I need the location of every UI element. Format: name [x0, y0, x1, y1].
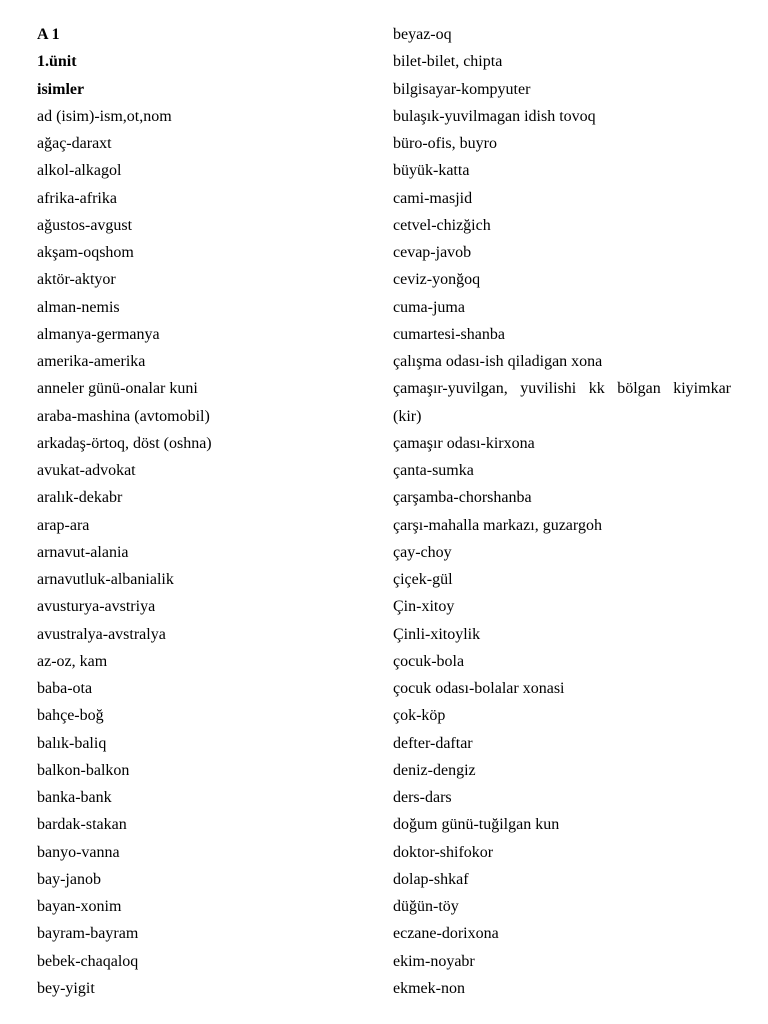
vocab-entry: cami-masjid: [393, 189, 473, 207]
vocab-entry: aktör-aktyor: [37, 271, 116, 289]
vocab-entry: bilgisayar-kompyuter: [393, 80, 531, 98]
vocab-entry: defter-daftar: [393, 734, 473, 752]
vocab-entry: arnavut-alania: [37, 543, 129, 561]
vocab-entry: çalışma odası-ish qiladigan xona: [393, 353, 603, 370]
vocab-entry: avukat-advokat: [37, 462, 136, 479]
vocab-entry: Çinli-xitoylik: [393, 625, 481, 643]
vocab-entry: balkon-balkon: [37, 761, 130, 779]
vocab-entry: büyük-katta: [393, 162, 470, 180]
vocab-entry: ceviz-yonğoq: [393, 271, 481, 289]
vocab-entry: çamaşır-yuvilgan, yuvilishi kk bölgan kiyimkar: [393, 380, 731, 398]
vocab-entry: cumartesi-shanba: [393, 325, 505, 343]
vocab-entry: bay-janob: [37, 870, 101, 888]
right-column: [393, 21, 731, 1002]
vocab-entry: bey-yigit: [37, 979, 95, 997]
vocab-entry: çay-choy: [393, 543, 452, 561]
vocab-entry: çocuk-bola: [393, 652, 465, 670]
unit-heading: 1.ünit: [37, 53, 77, 71]
vocab-entry: deniz-dengiz: [393, 761, 476, 779]
vocab-entry-continuation: (kir): [393, 407, 422, 425]
vocab-entry: doğum günü-tuğilgan kun: [393, 816, 560, 834]
vocab-entry: Çin-xitoy: [393, 598, 455, 616]
vocab-entry: alman-nemis: [37, 298, 120, 316]
vocab-entry: çarşamba-chorshanba: [393, 489, 532, 507]
vocab-entry: doktor-shifokor: [393, 843, 494, 861]
vocab-entry: avustralya-avstralya: [37, 625, 166, 643]
vocab-entry: bayan-xonim: [37, 898, 122, 915]
vocab-entry: akşam-oqshom: [37, 244, 134, 261]
vocab-entry: amerika-amerika: [37, 353, 146, 370]
vocab-entry: arkadaş-örtoq, döst (oshna): [37, 434, 212, 452]
vocab-entry: bebek-chaqaloq: [37, 952, 139, 970]
vocab-entry: eczane-dorixona: [393, 925, 499, 943]
level-heading: A 1: [37, 26, 60, 43]
left-column: [37, 21, 357, 1002]
vocab-entry: anneler günü-onalar kuni: [37, 380, 198, 398]
vocab-entry: afrika-afrika: [37, 189, 117, 207]
vocab-entry: cevap-javob: [393, 244, 472, 261]
vocab-entry: arap-ara: [37, 516, 90, 534]
vocab-entry: cetvel-chizğich: [393, 216, 491, 234]
vocab-entry: bahçe-boğ: [37, 707, 104, 725]
vocab-entry: banyo-vanna: [37, 843, 120, 861]
vocab-entry: beyaz-oq: [393, 26, 452, 43]
vocab-entry: baba-ota: [37, 680, 93, 697]
vocab-entry: ders-dars: [393, 789, 452, 806]
vocab-entry: çiçek-gül: [393, 571, 453, 588]
vocab-entry: bilet-bilet, chipta: [393, 53, 503, 71]
vocab-entry: ağaç-daraxt: [37, 135, 112, 152]
vocab-entry: cuma-juma: [393, 298, 465, 316]
section-heading: isimler: [37, 80, 85, 98]
vocab-entry: ekmek-non: [393, 979, 465, 997]
vocab-entry: avusturya-avstriya: [37, 598, 156, 616]
vocab-entry: düğün-töy: [393, 898, 459, 915]
vocab-entry: çanta-sumka: [393, 462, 474, 479]
vocab-entry: bulaşık-yuvilmagan idish tovoq: [393, 107, 596, 125]
vocab-entry: bardak-stakan: [37, 816, 127, 834]
vocab-entry: banka-bank: [37, 789, 112, 806]
vocab-entry: alkol-alkagol: [37, 162, 122, 180]
vocab-entry: ekim-noyabr: [393, 952, 475, 970]
vocab-entry: çamaşır odası-kirxona: [393, 434, 535, 452]
vocab-entry: arnavutluk-albanialik: [37, 571, 174, 588]
vocab-entry: az-oz, kam: [37, 652, 108, 670]
vocab-entry: bayram-bayram: [37, 925, 139, 943]
vocab-entry: araba-mashina (avtomobil): [37, 407, 210, 425]
vocab-entry: aralık-dekabr: [37, 489, 123, 507]
vocab-entry: dolap-shkaf: [393, 870, 469, 888]
vocab-entry: çok-köp: [393, 707, 446, 725]
vocab-entry: almanya-germanya: [37, 325, 160, 343]
vocab-entry: çocuk odası-bolalar xonasi: [393, 680, 565, 697]
vocab-entry: balık-baliq: [37, 734, 107, 752]
vocab-entry: çarşı-mahalla markazı, guzargoh: [393, 516, 602, 534]
vocab-entry: büro-ofis, buyro: [393, 135, 497, 152]
vocab-entry: ad (isim)-ism,ot,nom: [37, 107, 172, 125]
vocab-entry: ağustos-avgust: [37, 216, 133, 234]
